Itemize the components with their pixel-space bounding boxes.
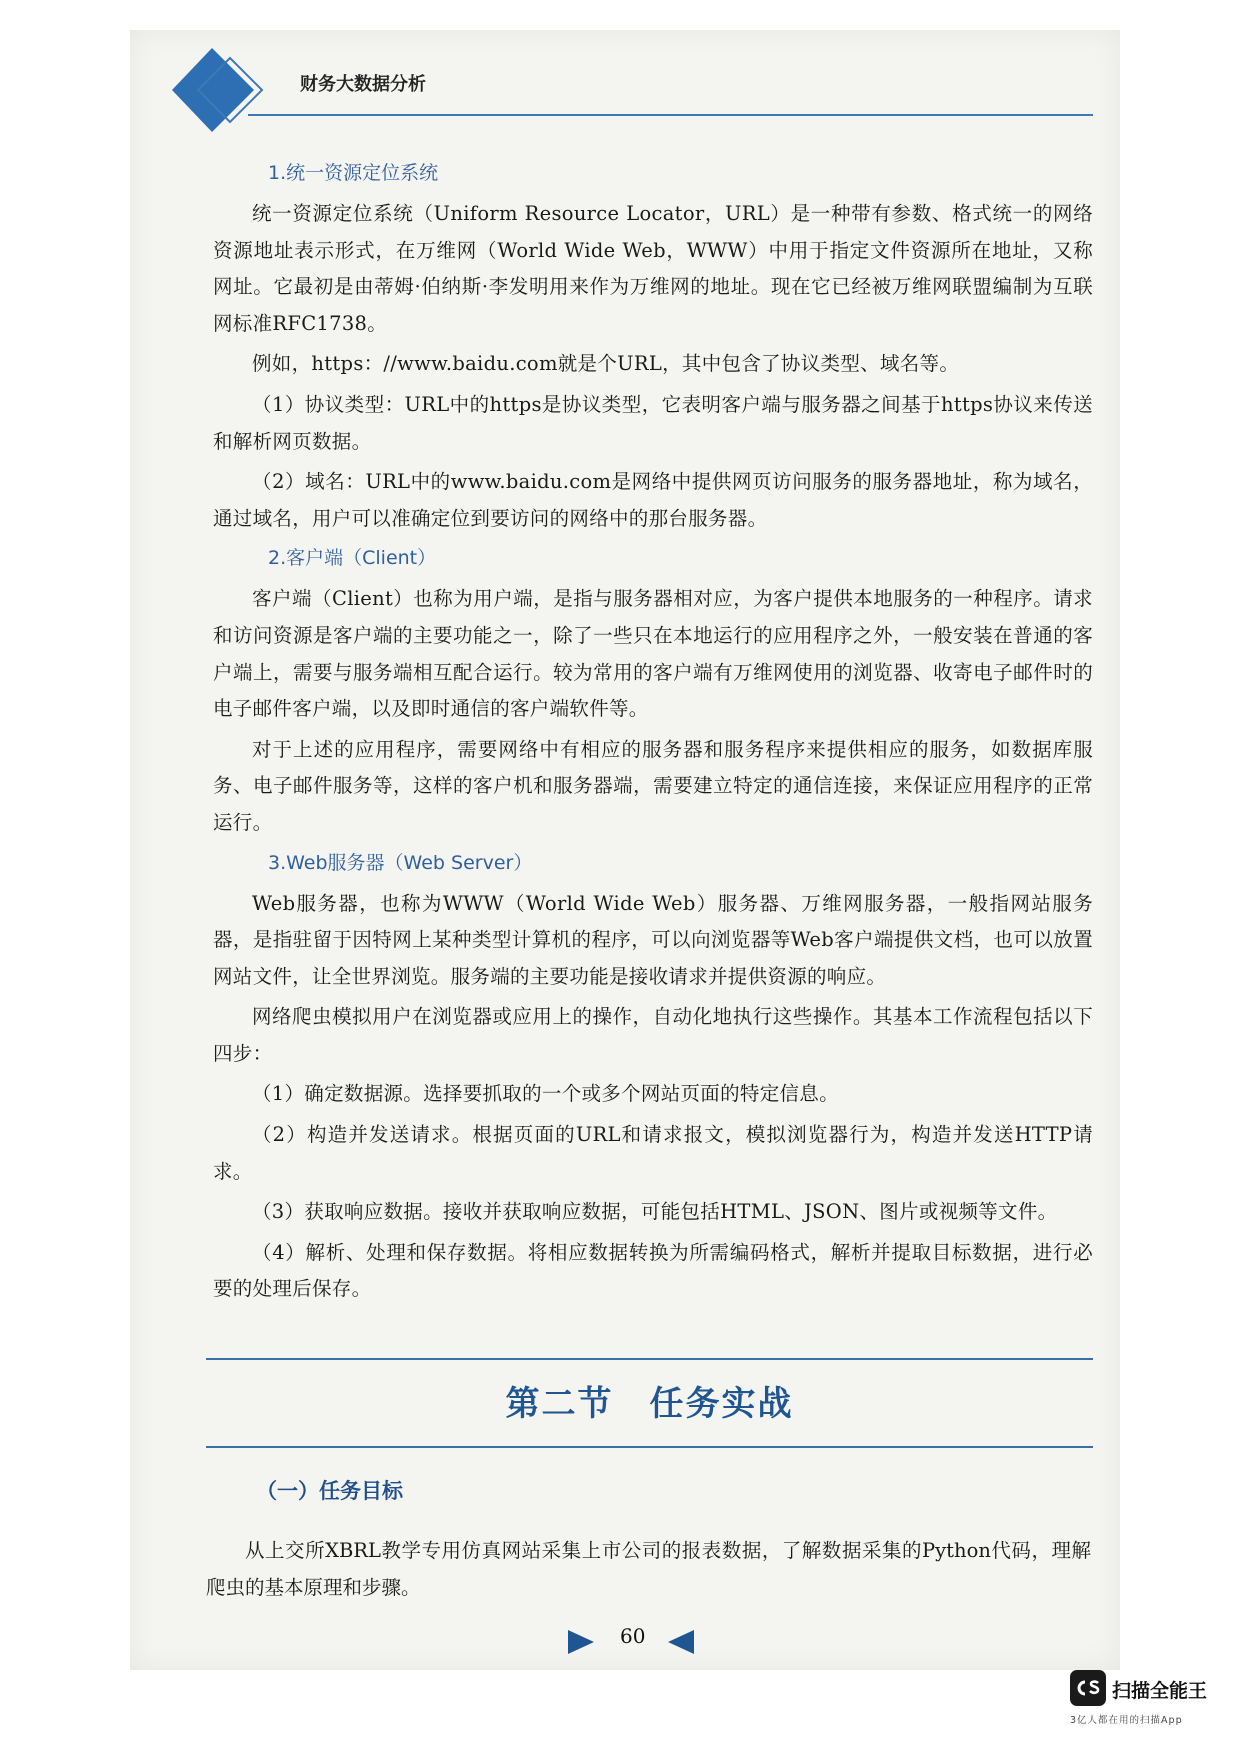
list-item: （3）获取响应数据。接收并获取响应数据，可能包括HTML、JSON、图片或视频等文件。 [252,1200,1058,1224]
subsection-heading: 1.统一资源定位系统 [268,162,439,184]
watermark-tagline: 3亿人都在用的扫描App [1070,1715,1183,1726]
section-web-server [213,850,1093,1309]
subsection-heading: 3.Web服务器（Web Server） [268,851,533,874]
band-bottom-rule [206,1446,1093,1448]
paragraph: 客户端（Client）也称为用户端，是指与服务器相对应，为客户提供本地服务的一种程序。请求和访问资源是客户端的主要功能之一，除了一些只在本地运行的应用程序之外，一般安装在普通的客户端上，需要与服务端相互配合运行。较为常用的客户端有万维网使用的浏览器、收寄电子邮件时的电子邮件客户端，以及即时通信的客户端软件等。 [213,587,1093,721]
footer-right-arrow-icon [568,1628,596,1656]
paragraph: （2）域名：URL中的www.baidu.com是网络中提供网页访问服务的服务器地址，称为域名，通过域名，用户可以准确定位到要访问的网络中的那台服务器。 [213,470,1093,530]
task-paragraph: 从上交所XBRL教学专用仿真网站采集上市公司的报表数据，了解数据采集的Python代码，理解爬虫的基本原理和步骤。 [206,1538,1091,1599]
task-heading: （一）任务目标 [256,1479,403,1503]
section-title-band [206,1358,1093,1450]
page-number: 60 [620,1624,646,1648]
scanner-watermark [1070,1670,1230,1730]
running-head: 财务大数据分析 [300,74,426,95]
page-footer [568,1624,698,1660]
watermark-brand: 扫描全能王 [1112,1680,1208,1702]
footer-left-arrow-icon [666,1628,694,1656]
main-content [213,160,1093,1312]
paragraph: 统一资源定位系统（Uniform Resource Locator，URL）是一种带有参数、格式统一的网络资源地址表示形式，在万维网（World Wide Web，WWW）中用于指定文件资源所在地址，又称网址。它最初是由蒂姆·伯纳斯·李发明用来作为万维网的地址。现在它已经被万维网联盟编制为互联网标准RFC1738。 [213,202,1093,335]
list-item: （1）确定数据源。选择要抓取的一个或多个网站页面的特定信息。 [252,1082,839,1106]
band-top-rule [206,1358,1093,1360]
paragraph: 网络爬虫模拟用户在浏览器或应用上的操作，自动化地执行这些操作。其基本工作流程包括以下四步： [213,1005,1093,1065]
section-client [213,545,1093,841]
section-url [213,160,1093,537]
paragraph: 对于上述的应用程序，需要网络中有相应的服务器和服务程序来提供相应的服务，如数据库服务、电子邮件服务等，这样的客户机和服务器端，需要建立特定的通信连接，来保证应用程序的正常运行。 [213,737,1093,834]
list-item: （2）构造并发送请求。根据页面的URL和请求报文，模拟浏览器行为，构造并发送HTTP请求。 [213,1123,1093,1183]
paragraph: Web服务器，也称为WWW（World Wide Web）服务器、万维网服务器，一般指网站服务器，是指驻留于因特网上某种类型计算机的程序，可以向浏览器等Web客户端提供文档，也可以放置网站文件，让全世界浏览。服务端的主要功能是接收请求并提供资源的响应。 [213,891,1093,988]
paragraph: （1）协议类型：URL中的https是协议类型，它表明客户端与服务器之间基于https协议来传送和解析网页数据。 [213,392,1093,453]
subsection-heading: 2.客户端（Client） [268,547,437,570]
list-item: （4）解析、处理和保存数据。将相应数据转换为所需编码格式，解析并提取目标数据，进行必要的处理后保存。 [213,1240,1093,1301]
paragraph: 例如，https：//www.baidu.com就是个URL，其中包含了协议类型、域名等。 [252,352,960,376]
cs-logo-icon [1070,1670,1106,1706]
header-diamond-logo [168,42,288,142]
section-title: 第二节 任务实战 [505,1384,794,1424]
header-rule [248,114,1093,116]
